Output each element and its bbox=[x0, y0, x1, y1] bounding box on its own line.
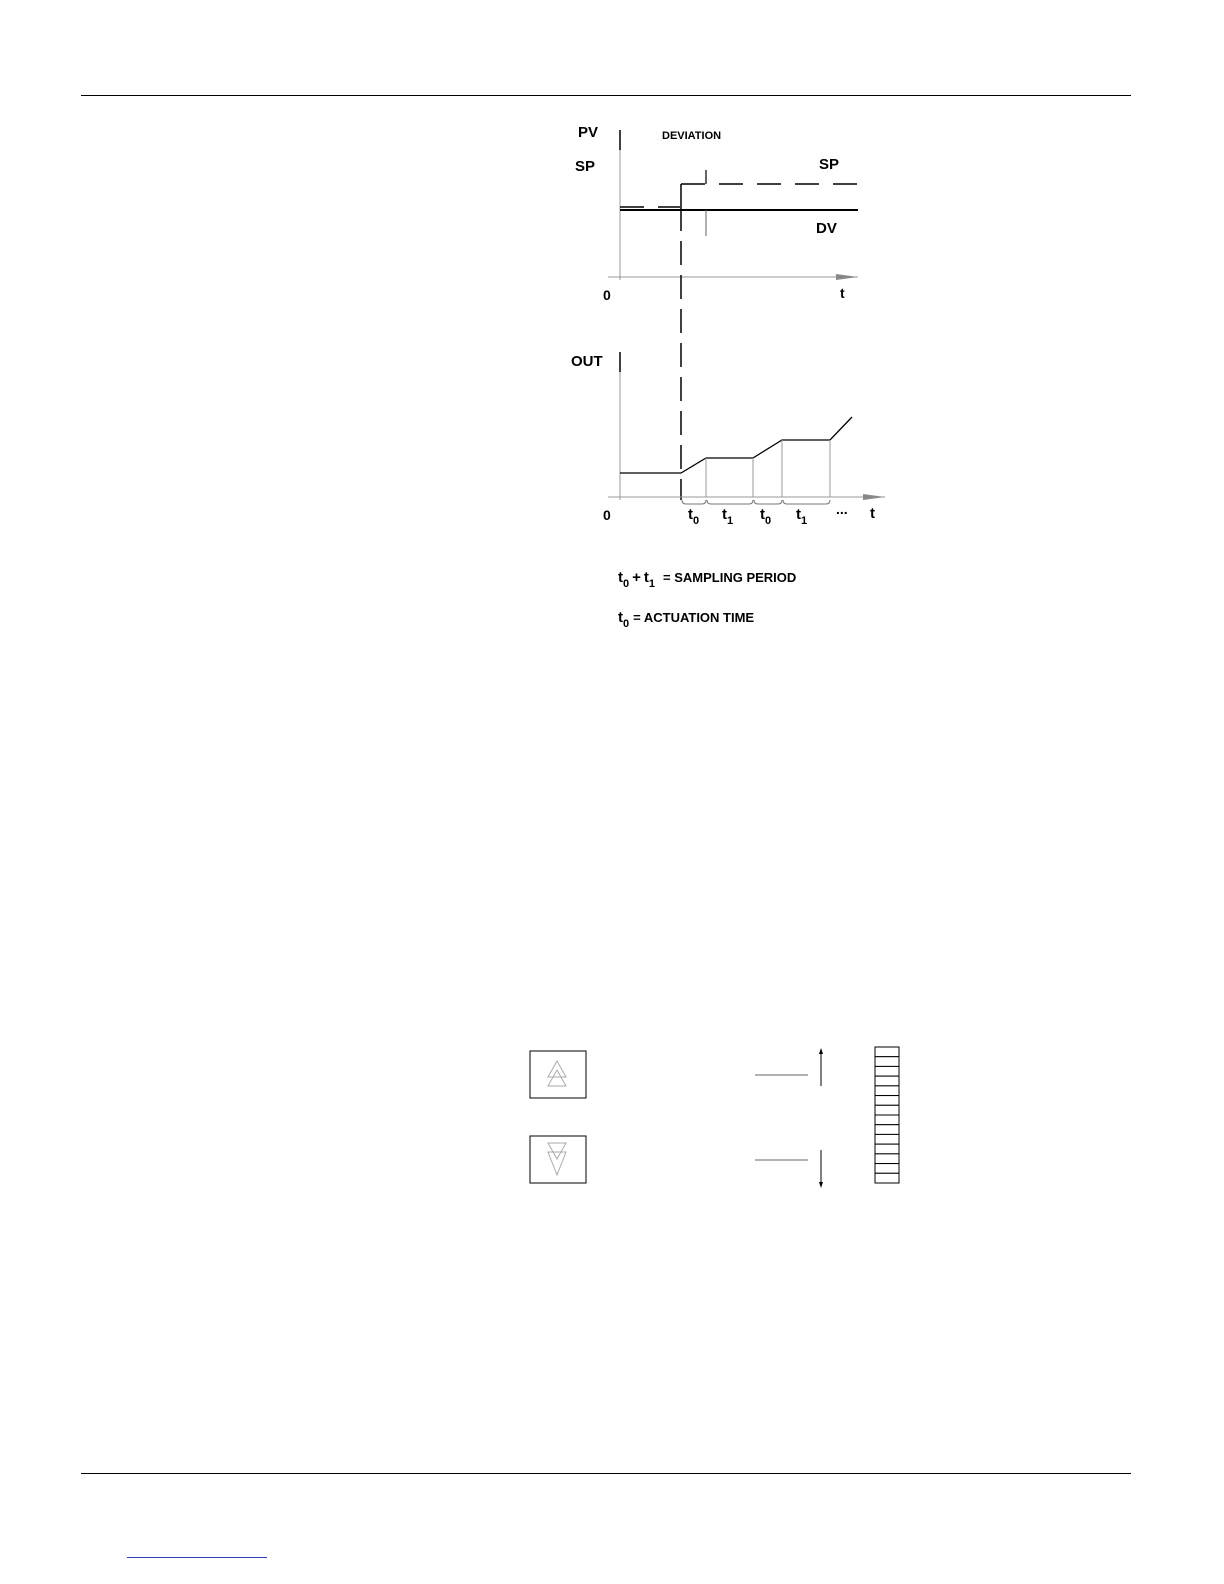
up-key-frame bbox=[530, 1051, 586, 1098]
dv-curve-label: DV bbox=[816, 220, 837, 237]
bar-segment bbox=[875, 1105, 899, 1115]
interval-label-t1: $t_1$ bbox=[722, 506, 734, 527]
bar-segment bbox=[875, 1154, 899, 1164]
output-curve bbox=[620, 417, 852, 473]
top-t-label: t bbox=[840, 285, 845, 301]
bar-segment bbox=[875, 1096, 899, 1106]
bracket bbox=[707, 500, 753, 504]
sp-curve-label: SP bbox=[819, 156, 840, 173]
legend bbox=[618, 569, 796, 630]
bottom-t-label: t bbox=[870, 505, 875, 522]
bottom-origin-label: 0 bbox=[603, 507, 611, 523]
bar-segment bbox=[875, 1047, 899, 1057]
top-chart bbox=[575, 124, 858, 303]
deviation-label: DEVIATION bbox=[662, 130, 722, 142]
sp-axis-label: SP bbox=[575, 158, 596, 175]
bar-segment bbox=[875, 1066, 899, 1076]
up-key[interactable] bbox=[530, 1051, 586, 1098]
bar-segment bbox=[875, 1057, 899, 1067]
interval-label-t1: $t_1$ bbox=[796, 506, 808, 527]
bottom-chart bbox=[571, 352, 885, 527]
bracket bbox=[783, 500, 830, 504]
legend-actuation-time: $t_0$ = ACTUATION TIME bbox=[618, 609, 755, 630]
interval-label-t0: $t_0$ bbox=[760, 506, 772, 527]
out-label: OUT bbox=[571, 353, 603, 370]
ellipsis-label: ... bbox=[836, 501, 848, 517]
top-origin-label: 0 bbox=[603, 287, 611, 303]
bar-segment bbox=[875, 1134, 899, 1144]
bar-segment bbox=[875, 1164, 899, 1174]
interval-brackets bbox=[682, 500, 830, 504]
decrease-arrowhead-icon bbox=[819, 1182, 823, 1188]
bracket bbox=[754, 500, 782, 504]
legend-sampling-period: $t_0 + t_1$ = SAMPLING PERIOD bbox=[618, 569, 797, 590]
bar-graph-display bbox=[875, 1047, 899, 1183]
bar-segment bbox=[875, 1144, 899, 1154]
down-key[interactable] bbox=[530, 1136, 586, 1183]
bar-segment bbox=[875, 1115, 899, 1125]
bar-segment bbox=[875, 1125, 899, 1135]
top-x-axis-arrowhead bbox=[836, 274, 858, 280]
bar-segment bbox=[875, 1076, 899, 1086]
keypad bbox=[530, 1047, 899, 1188]
bottom-x-axis-arrowhead bbox=[863, 494, 885, 500]
increase-arrowhead-icon bbox=[819, 1048, 823, 1054]
bar-segment bbox=[875, 1173, 899, 1183]
bar-segment bbox=[875, 1086, 899, 1096]
interval-label-t0: $t_0$ bbox=[688, 506, 700, 527]
pv-label: PV bbox=[578, 124, 599, 141]
bracket bbox=[682, 500, 706, 504]
